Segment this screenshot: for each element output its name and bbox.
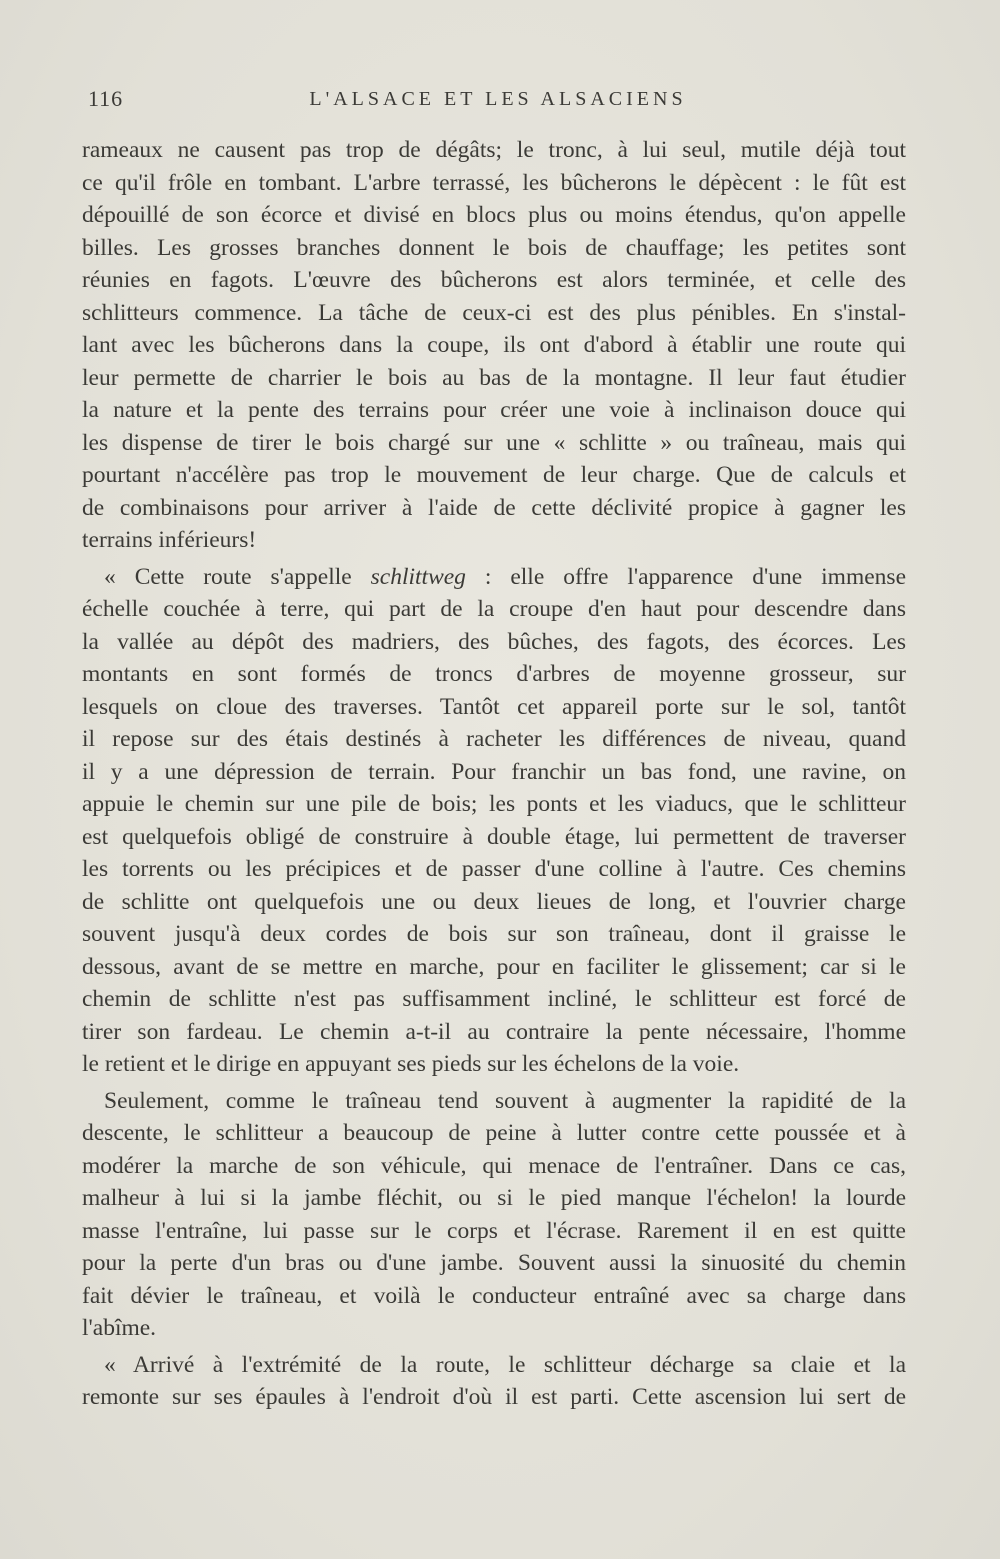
text-line: modérer la marche de son véhicule, qui menace de l'entraîner. Dans ce cas, (82, 1152, 906, 1179)
text-line: l'abîme. (82, 1315, 157, 1341)
text-line: lesquels on cloue des traverses. Tantôt cet appareil porte sur le sol, tantôt (82, 693, 906, 720)
text-line: il y a une dépression de terrain. Pour franchir un bas fond, une ravine, on (82, 758, 906, 785)
text-line: montants en sont formés de troncs d'arbres de moyenne grosseur, sur (82, 661, 906, 687)
paragraph (82, 1085, 906, 1345)
text-line: échelle couchée à terre, qui part de la croupe d'en haut pour descendre dans (82, 596, 906, 622)
italic-term: schlittweg (370, 563, 466, 590)
text-line: pourtant n'accélère pas trop le mouvement de leur charge. Que de calculs et (82, 462, 906, 488)
text-line (82, 561, 906, 594)
text-line: les dispense de tirer le bois chargé sur une « schlitte » ou traîneau, mais qui (82, 429, 906, 456)
text-line: « Arrivé à l'extrémité de la route, le schlitteur décharge sa claie et la (104, 1351, 906, 1378)
text-line: chemin de schlitte n'est pas suffisamment incliné, le schlitteur est forcé de (82, 986, 906, 1012)
text-segment: : elle offre l'apparence d'une immense (465, 563, 906, 590)
text-line: lant avec les bûcherons dans la coupe, ils ont d'abord à établir une route qui (82, 332, 906, 358)
paragraph (82, 561, 906, 1081)
text-line: masse l'entraîne, lui passe sur le corps et l'écrase. Rarement il en est quitte (82, 1217, 906, 1244)
text-line: de combinaisons pour arriver à l'aide de cette déclivité propice à gagner les (82, 494, 906, 521)
text-line: il repose sur des étais destinés à racheter les différences de niveau, quand (82, 726, 906, 752)
text-line: fait dévier le traîneau, et voilà le conducteur entraîné avec sa charge dans (82, 1282, 906, 1309)
text-line: descente, le schlitteur a beaucoup de peine à lutter contre cette poussée et à (82, 1120, 906, 1146)
text-line: de schlitte ont quelquefois une ou deux lieues de long, et l'ouvrier charge (82, 888, 906, 915)
text-line: est quelquefois obligé de construire à double étage, lui permettent de traverser (82, 823, 906, 850)
page-header (88, 86, 908, 122)
body-text (82, 134, 906, 1414)
text-line: Seulement, comme le traîneau tend souvent à augmenter la rapidité de la (104, 1087, 906, 1114)
text-line: souvent jusqu'à deux cordes de bois sur son traîneau, dont il graisse le (82, 921, 906, 947)
text-line: la vallée au dépôt des madriers, des bûches, des fagots, des écorces. Les (82, 628, 906, 655)
text-line: billes. Les grosses branches donnent le bois de chauffage; les petites sont (82, 234, 906, 261)
text-line: dessous, avant de se mettre en marche, pour en faciliter le glissement; car si le (82, 953, 906, 980)
text-line: la nature et la pente des terrains pour créer une voie à inclinaison douce qui (82, 397, 906, 423)
text-line: dépouillé de son écorce et divisé en blocs plus ou moins étendus, qu'on appelle (82, 202, 906, 228)
text-line: malheur à lui si la jambe fléchit, ou si le pied manque l'échelon! la lourde (82, 1185, 906, 1211)
text-line: ce qu'il frôle en tombant. L'arbre terrassé, les bûcherons le dépècent : le fût est (82, 169, 906, 196)
text-line: rameaux ne causent pas trop de dégâts; le tronc, à lui seul, mutile déjà tout (82, 137, 906, 163)
text-line: appuie le chemin sur une pile de bois; les ponts et les viaducs, que le schlitteur (82, 791, 906, 817)
text-line: terrains inférieurs! (82, 527, 257, 553)
text-line: schlitteurs commence. La tâche de ceux-ci est des plus pénibles. En s'instal- (82, 299, 906, 326)
running-title: L'ALSACE ET LES ALSACIENS (309, 88, 687, 110)
paragraph (82, 134, 906, 557)
text-line: leur permette de charrier le bois au bas de la montagne. Il leur faut étudier (82, 364, 906, 391)
text-line: le retient et le dirige en appuyant ses pieds sur les échelons de la voie. (82, 1051, 740, 1077)
text-line: les torrents ou les précipices et de passer d'une colline à l'autre. Ces chemins (82, 856, 906, 882)
text-line: tirer son fardeau. Le chemin a-t-il au contraire la pente nécessaire, l'homme (82, 1018, 906, 1045)
text-line: réunies en fagots. L'œuvre des bûcherons est alors terminée, et celle des (82, 267, 906, 293)
paragraph (82, 1349, 906, 1414)
text-line: remonte sur ses épaules à l'endroit d'où il est parti. Cette ascension lui sert de (82, 1384, 906, 1410)
text-segment: « Cette route s'appelle (104, 563, 371, 590)
page-number: 116 (88, 86, 124, 111)
text-line: pour la perte d'un bras ou d'une jambe. Souvent aussi la sinuosité du chemin (82, 1250, 906, 1276)
